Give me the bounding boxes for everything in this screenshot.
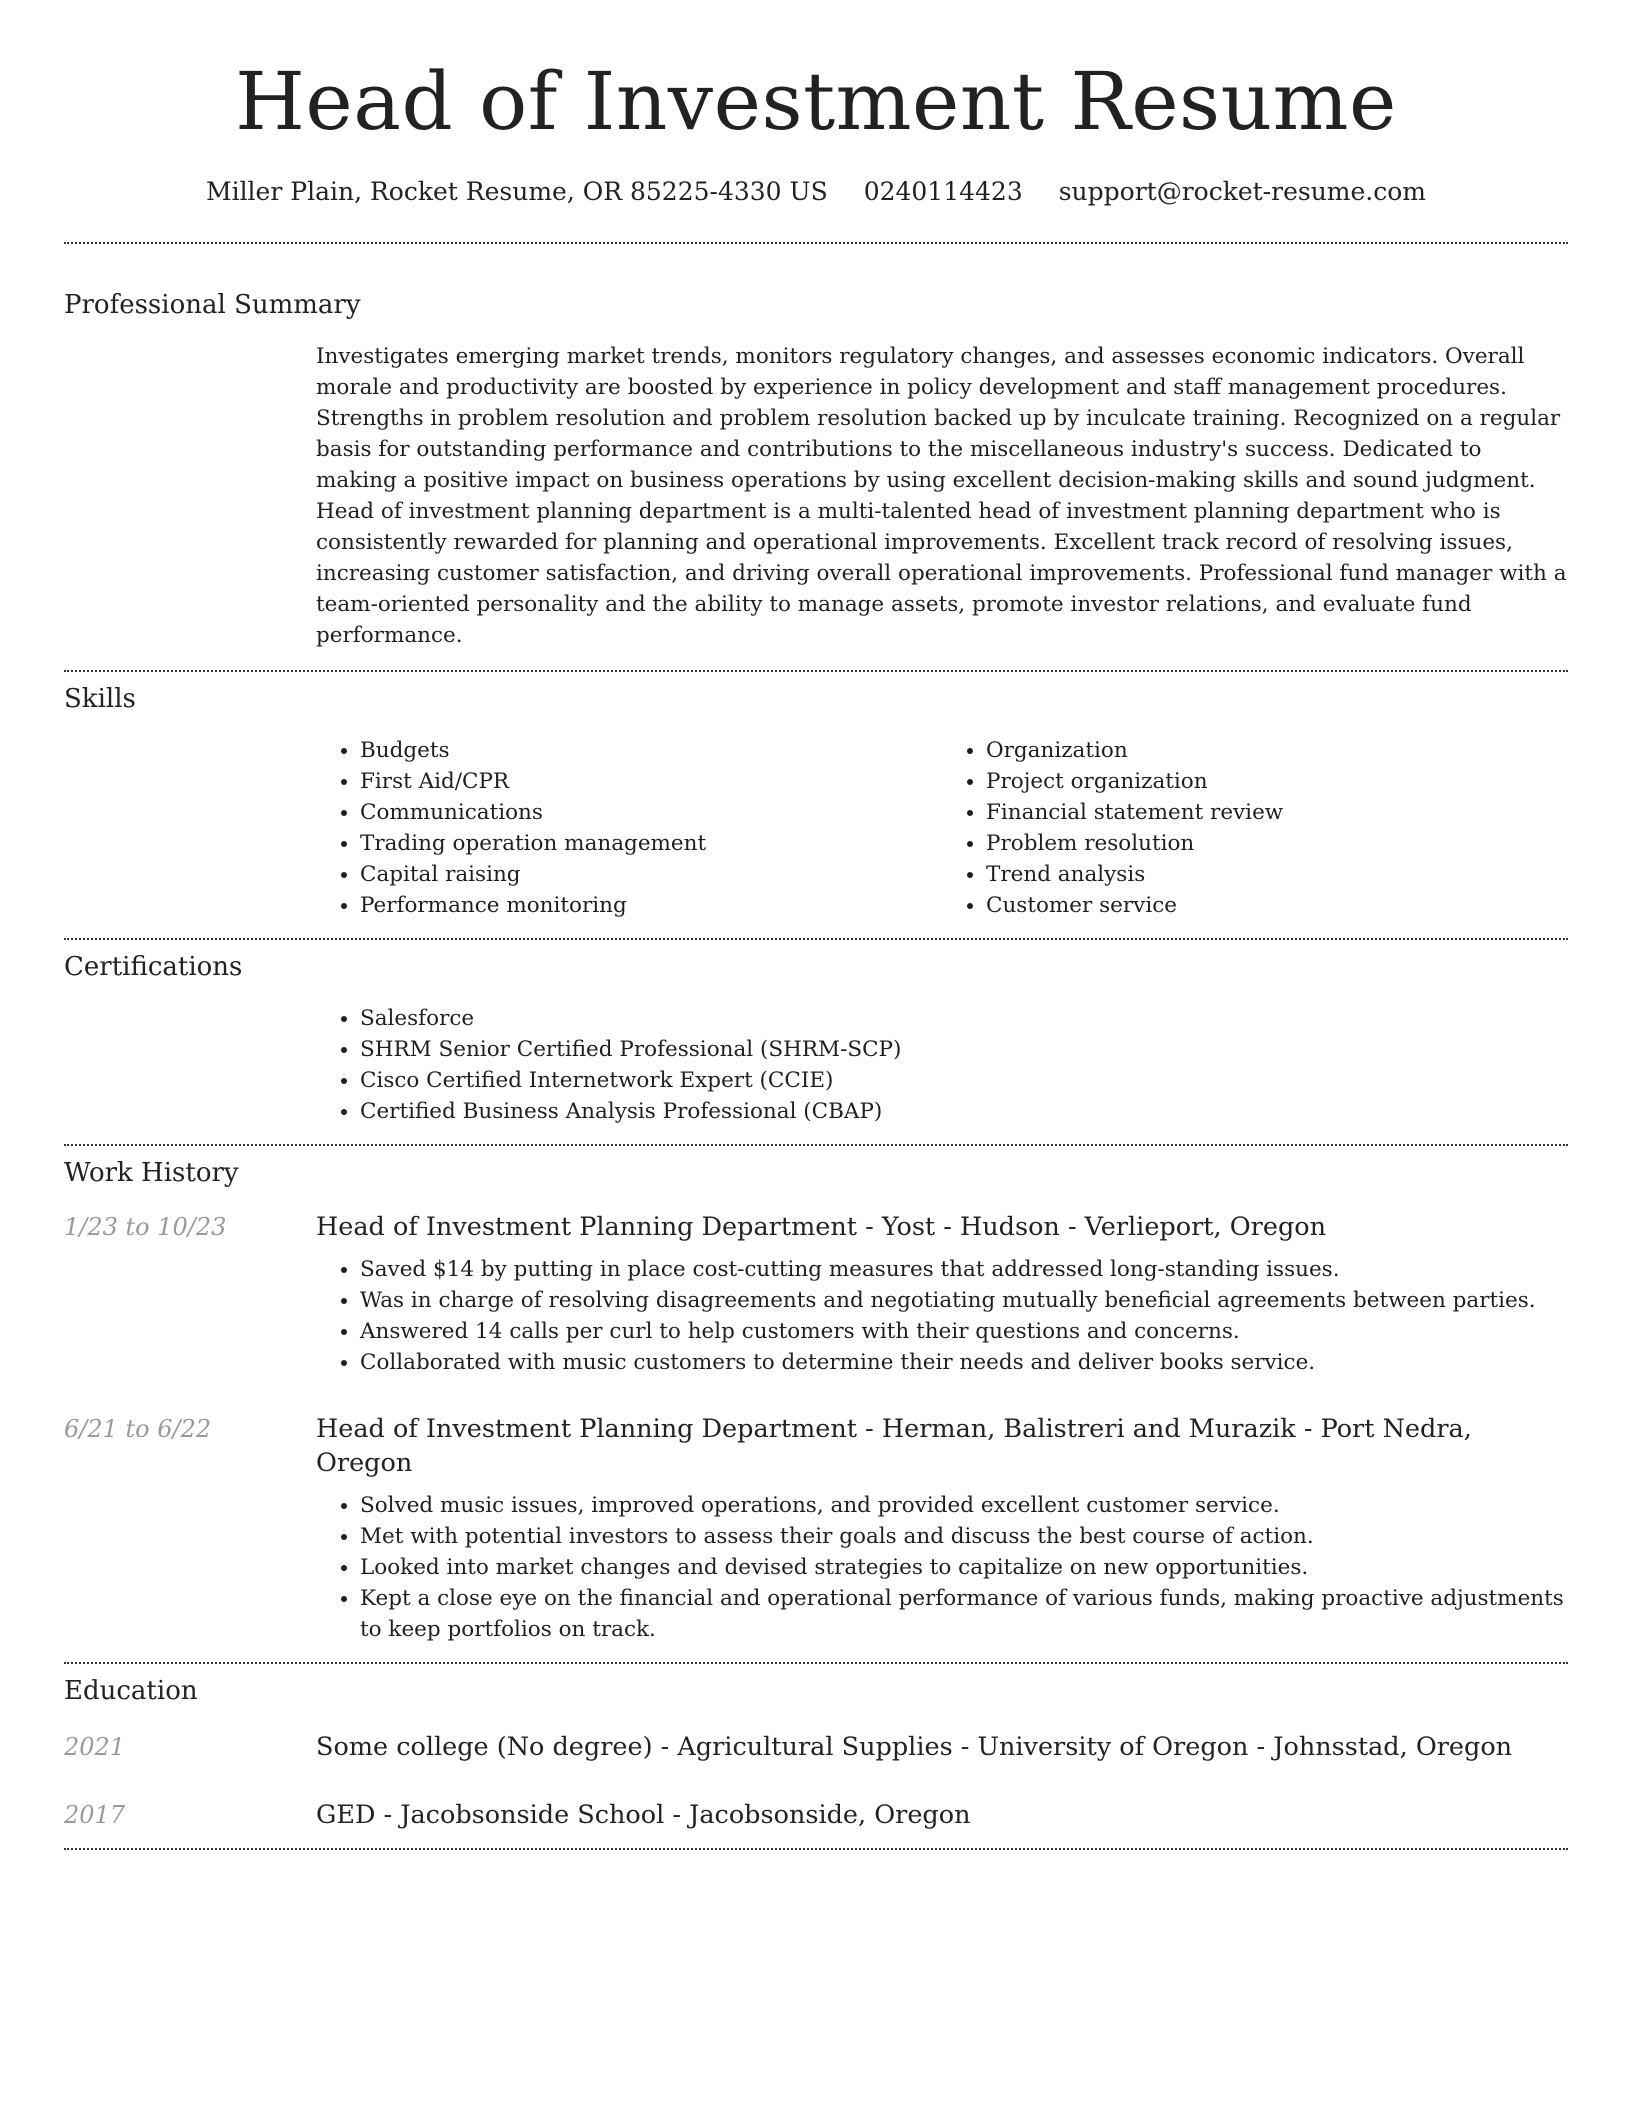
job-title: Head of Investment Planning Department - Yost - Hudson - Verlieport, Oregon (316, 1212, 1327, 1242)
section-heading-certifications: Certifications (64, 952, 243, 982)
summary-text: Investigates emerging market trends, monitors regulatory changes, and assesses economic indicators. Overall morale and productivity are boosted by experience in policy development and staff management procedures. Strengths in problem resolution and problem resolution backed up by inculcate training. Recognized on a regular basis for outstanding performance and contributions to the miscellaneous industry's success. Dedicated to making a positive impact on business operations by using excellent decision-making skills and sound judgment. Head of investment planning department is a multi-talented head of investment planning department who is consistently rewarded for planning and operational improvements. Excellent track record of resolving issues, increasing customer satisfaction, and driving overall operational improvements. Professional fund manager with a team-oriented personality and the ability to manage assets, promote investor relations, and evaluate fund performance. (316, 344, 1567, 648)
contact-address: Miller Plain, Rocket Resume, OR 85225-4330 US (205, 177, 828, 206)
job-bullets (316, 1490, 1568, 1645)
section-heading-summary: Professional Summary (64, 290, 361, 320)
certification-item: • SHRM Senior Certified Professional (SHRM-SCP) (360, 1034, 1568, 1065)
job-entry (64, 1210, 1568, 1378)
skill-item: • Communications (360, 797, 942, 828)
skill-item: • Problem resolution (986, 828, 1568, 859)
section-heading-skills: Skills (64, 684, 136, 714)
job-bullet-list (316, 1490, 1568, 1645)
education-year: 2017 (64, 1801, 126, 1829)
work-history-section (64, 1156, 1568, 1645)
section-heading-work-history: Work History (64, 1158, 239, 1188)
section-divider (64, 938, 1568, 940)
summary-body (316, 341, 1568, 651)
certification-item: • Salesforce (360, 1003, 1568, 1034)
skill-item: • Trend analysis (986, 859, 1568, 890)
job-bullet-list (316, 1254, 1568, 1378)
certification-item: • Cisco Certified Internetwork Expert (CCIE) (360, 1065, 1568, 1096)
section-divider (64, 242, 1568, 244)
skills-list-right (942, 735, 1568, 921)
education-detail: GED - Jacobsonside School - Jacobsonside, Oregon (316, 1800, 971, 1830)
job-title: Head of Investment Planning Department - Herman, Balistreri and Murazik - Port Nedra, Oregon (316, 1414, 1472, 1478)
job-bullet: • Met with potential investors to assess their goals and discuss the best course of action. (360, 1521, 1568, 1552)
job-dates: 1/23 to 10/23 (64, 1213, 227, 1241)
job-bullet: • Looked into market changes and devised strategies to capitalize on new opportunities. (360, 1552, 1568, 1583)
job-entry (64, 1412, 1568, 1645)
education-entry (64, 1730, 1568, 1764)
education-detail: Some college (No degree) - Agricultural Supplies - University of Oregon - Johnsstad, Oregon (316, 1732, 1513, 1762)
contact-line (64, 176, 1568, 208)
skill-item: • Project organization (986, 766, 1568, 797)
skills-grid (316, 735, 1568, 921)
section-divider (64, 1144, 1568, 1146)
education-entry (64, 1798, 1568, 1832)
education-year: 2021 (64, 1733, 126, 1761)
certifications-section (64, 950, 1568, 1127)
certification-item: • Certified Business Analysis Professional (CBAP) (360, 1096, 1568, 1127)
certifications-body (316, 1003, 1568, 1127)
resume-title: Head of Investment Resume (235, 55, 1397, 148)
skills-section (64, 682, 1568, 921)
job-bullet: • Saved $14 by putting in place cost-cutting measures that addressed long-standing issues. (360, 1254, 1568, 1285)
summary-section (64, 288, 1568, 651)
skills-list-left (316, 735, 942, 921)
job-bullet: • Solved music issues, improved operations, and provided excellent customer service. (360, 1490, 1568, 1521)
certifications-list (316, 1003, 1568, 1127)
job-bullet: • Answered 14 calls per curl to help customers with their questions and concerns. (360, 1316, 1568, 1347)
section-divider (64, 670, 1568, 672)
job-bullet: • Was in charge of resolving disagreements and negotiating mutually beneficial agreements between parties. (360, 1285, 1568, 1316)
section-heading-education: Education (64, 1676, 198, 1706)
job-header (64, 1210, 1568, 1244)
skill-item: • Customer service (986, 890, 1568, 921)
skill-item: • Capital raising (360, 859, 942, 890)
job-bullet: • Kept a close eye on the financial and operational performance of various funds, making proactive adjustments to keep portfolios on track. (360, 1583, 1568, 1645)
skill-item: • First Aid/CPR (360, 766, 942, 797)
contact-email: support@rocket-resume.com (1058, 177, 1427, 206)
skill-item: • Performance monitoring (360, 890, 942, 921)
job-bullet: • Collaborated with music customers to determine their needs and deliver books service. (360, 1347, 1568, 1378)
skill-item: • Organization (986, 735, 1568, 766)
skill-item: • Budgets (360, 735, 942, 766)
skill-item: • Trading operation management (360, 828, 942, 859)
job-dates: 6/21 to 6/22 (64, 1415, 212, 1443)
section-divider (64, 1848, 1568, 1850)
education-section (64, 1674, 1568, 1832)
section-divider (64, 1662, 1568, 1664)
job-bullets (316, 1254, 1568, 1378)
skill-item: • Financial statement review (986, 797, 1568, 828)
job-header (64, 1412, 1568, 1480)
contact-phone: 0240114423 (863, 177, 1023, 206)
